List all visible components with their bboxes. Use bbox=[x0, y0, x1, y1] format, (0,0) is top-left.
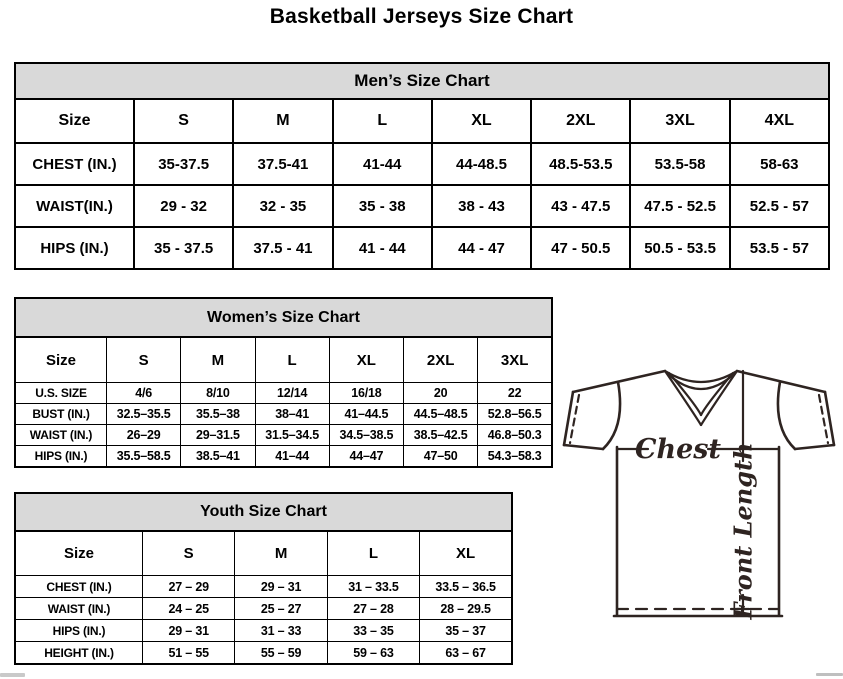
measurement-cell: 4/6 bbox=[107, 383, 181, 404]
measurement-row-label: HIPS (IN.) bbox=[15, 446, 107, 468]
measurement-cell: 51 – 55 bbox=[143, 642, 235, 665]
measurement-cell: 29 - 32 bbox=[134, 185, 233, 227]
size-corner-header: Size bbox=[15, 531, 143, 576]
measurement-cell: 47 - 50.5 bbox=[531, 227, 630, 269]
size-column-header: 2XL bbox=[531, 99, 630, 143]
measurement-cell: 44.5–48.5 bbox=[404, 404, 478, 425]
jersey-measurement-diagram bbox=[556, 363, 843, 628]
measurement-cell: 22 bbox=[478, 383, 552, 404]
size-column-header: S bbox=[143, 531, 235, 576]
measurement-cell: 52.5 - 57 bbox=[730, 185, 829, 227]
measurement-cell: 31 – 33.5 bbox=[327, 576, 419, 598]
size-column-header: 2XL bbox=[404, 337, 478, 383]
mens-size-chart bbox=[14, 62, 830, 270]
measurement-cell: 20 bbox=[404, 383, 478, 404]
measurement-cell: 16/18 bbox=[329, 383, 403, 404]
measurement-cell: 31.5–34.5 bbox=[255, 425, 329, 446]
measurement-row bbox=[15, 143, 829, 185]
measurement-cell: 8/10 bbox=[181, 383, 255, 404]
measurement-cell: 35.5–58.5 bbox=[107, 446, 181, 468]
size-column-header: 3XL bbox=[478, 337, 552, 383]
measurement-cell: 28 – 29.5 bbox=[420, 598, 512, 620]
measurement-row bbox=[15, 185, 829, 227]
measurement-row-label: HEIGHT (IN.) bbox=[15, 642, 143, 665]
measurement-row-label: HIPS (IN.) bbox=[15, 227, 134, 269]
measurement-cell: 41–44.5 bbox=[329, 404, 403, 425]
measurement-cell: 35.5–38 bbox=[181, 404, 255, 425]
measurement-cell: 53.5-58 bbox=[630, 143, 729, 185]
measurement-cell: 48.5-53.5 bbox=[531, 143, 630, 185]
chest-label: Chest bbox=[635, 434, 721, 465]
measurement-row bbox=[15, 383, 552, 404]
size-column-header: M bbox=[233, 99, 332, 143]
mens-size-chart-caption: Men’s Size Chart bbox=[14, 62, 830, 100]
horizontal-scrollbar-fragment-right[interactable] bbox=[816, 673, 843, 676]
measurement-row bbox=[15, 446, 552, 468]
jersey-outline bbox=[564, 371, 834, 616]
size-column-header: XL bbox=[420, 531, 512, 576]
measurement-cell: 26–29 bbox=[107, 425, 181, 446]
measurement-cell: 31 – 33 bbox=[235, 620, 327, 642]
measurement-cell: 38.5–41 bbox=[181, 446, 255, 468]
youth-size-chart-caption: Youth Size Chart bbox=[14, 492, 513, 532]
measurement-cell: 41-44 bbox=[333, 143, 432, 185]
vneck-collar bbox=[665, 371, 737, 425]
measurement-cell: 35-37.5 bbox=[134, 143, 233, 185]
size-column-header: S bbox=[134, 99, 233, 143]
horizontal-scrollbar-fragment-left[interactable] bbox=[0, 673, 25, 677]
measurement-cell: 32.5–35.5 bbox=[107, 404, 181, 425]
measurement-cell: 33.5 – 36.5 bbox=[420, 576, 512, 598]
page-title: Basketball Jerseys Size Chart bbox=[269, 5, 574, 28]
measurement-row-label: U.S. SIZE bbox=[15, 383, 107, 404]
measurement-row bbox=[15, 642, 512, 665]
size-column-header: M bbox=[181, 337, 255, 383]
measurement-row bbox=[15, 227, 829, 269]
size-column-header: 4XL bbox=[730, 99, 829, 143]
measurement-cell: 38–41 bbox=[255, 404, 329, 425]
measurement-row-label: HIPS (IN.) bbox=[15, 620, 143, 642]
measurement-cell: 29 – 31 bbox=[143, 620, 235, 642]
measurement-row bbox=[15, 620, 512, 642]
measurement-cell: 44-48.5 bbox=[432, 143, 531, 185]
size-column-header: M bbox=[235, 531, 327, 576]
measurement-cell: 24 – 25 bbox=[143, 598, 235, 620]
measurement-cell: 35 - 38 bbox=[333, 185, 432, 227]
measurement-cell: 43 - 47.5 bbox=[531, 185, 630, 227]
measurement-cell: 38.5–42.5 bbox=[404, 425, 478, 446]
measurement-cell: 41–44 bbox=[255, 446, 329, 468]
measurement-row-label: BUST (IN.) bbox=[15, 404, 107, 425]
size-header-row bbox=[15, 99, 829, 143]
measurement-cell: 47.5 - 52.5 bbox=[630, 185, 729, 227]
measurement-cell: 44 - 47 bbox=[432, 227, 531, 269]
measurement-row-label: CHEST (IN.) bbox=[15, 576, 143, 598]
measurement-row-label: WAIST (IN.) bbox=[15, 425, 107, 446]
jersey-diagram-svg bbox=[556, 363, 843, 628]
measurement-row bbox=[15, 598, 512, 620]
size-corner-header: Size bbox=[15, 337, 107, 383]
measurement-cell: 63 – 67 bbox=[420, 642, 512, 665]
mens-size-chart-table bbox=[14, 98, 830, 270]
measurement-cell: 27 – 29 bbox=[143, 576, 235, 598]
youth-size-chart bbox=[14, 492, 513, 665]
measurement-cell: 59 – 63 bbox=[327, 642, 419, 665]
measurement-cell: 55 – 59 bbox=[235, 642, 327, 665]
measurement-cell: 33 – 35 bbox=[327, 620, 419, 642]
youth-size-chart-table bbox=[14, 530, 513, 665]
measurement-row-label: WAIST(IN.) bbox=[15, 185, 134, 227]
size-column-header: S bbox=[107, 337, 181, 383]
measurement-cell: 52.8–56.5 bbox=[478, 404, 552, 425]
size-column-header: L bbox=[255, 337, 329, 383]
measurement-cell: 29 – 31 bbox=[235, 576, 327, 598]
measurement-cell: 58-63 bbox=[730, 143, 829, 185]
front-length-label: Front Length bbox=[728, 442, 758, 620]
size-column-header: XL bbox=[432, 99, 531, 143]
measurement-cell: 25 – 27 bbox=[235, 598, 327, 620]
measurement-row-label: CHEST (IN.) bbox=[15, 143, 134, 185]
measurement-cell: 35 - 37.5 bbox=[134, 227, 233, 269]
measurement-cell: 12/14 bbox=[255, 383, 329, 404]
womens-size-chart bbox=[14, 297, 553, 468]
measurement-row bbox=[15, 404, 552, 425]
size-column-header: 3XL bbox=[630, 99, 729, 143]
measurement-row bbox=[15, 576, 512, 598]
womens-size-chart-caption: Women’s Size Chart bbox=[14, 297, 553, 338]
measurement-cell: 54.3–58.3 bbox=[478, 446, 552, 468]
measurement-cell: 47–50 bbox=[404, 446, 478, 468]
measurement-cell: 34.5–38.5 bbox=[329, 425, 403, 446]
measurement-cell: 41 - 44 bbox=[333, 227, 432, 269]
measurement-cell: 27 – 28 bbox=[327, 598, 419, 620]
measurement-cell: 37.5 - 41 bbox=[233, 227, 332, 269]
measurement-cell: 35 – 37 bbox=[420, 620, 512, 642]
measurement-cell: 38 - 43 bbox=[432, 185, 531, 227]
measurement-cell: 50.5 - 53.5 bbox=[630, 227, 729, 269]
measurement-cell: 44–47 bbox=[329, 446, 403, 468]
measurement-cell: 37.5-41 bbox=[233, 143, 332, 185]
measurement-row bbox=[15, 425, 552, 446]
size-header-row bbox=[15, 337, 552, 383]
size-column-header: L bbox=[333, 99, 432, 143]
measurement-cell: 29–31.5 bbox=[181, 425, 255, 446]
womens-size-chart-table bbox=[14, 336, 553, 468]
size-column-header: L bbox=[327, 531, 419, 576]
measurement-cell: 46.8–50.3 bbox=[478, 425, 552, 446]
measurement-cell: 32 - 35 bbox=[233, 185, 332, 227]
measurement-row-label: WAIST (IN.) bbox=[15, 598, 143, 620]
size-corner-header: Size bbox=[15, 99, 134, 143]
measurement-cell: 53.5 - 57 bbox=[730, 227, 829, 269]
size-column-header: XL bbox=[329, 337, 403, 383]
size-header-row bbox=[15, 531, 512, 576]
